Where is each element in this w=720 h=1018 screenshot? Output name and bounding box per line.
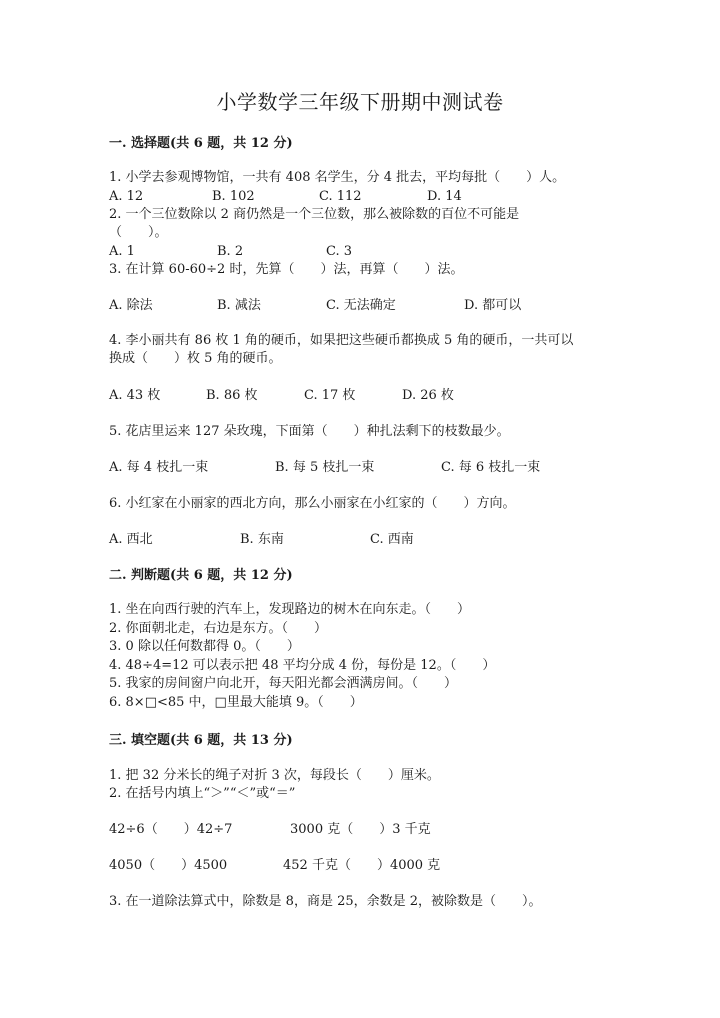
section-heading-fill: 三. 填空题(共 6 题，共 13 分) [109, 733, 293, 748]
judge-item: 1. 坐在向西行驶的汽车上，发现路边的树木在向东走。（ ） [109, 602, 471, 617]
compare-item: 3000 克（ ）3 千克 [290, 822, 431, 837]
question-stem: 4. 李小丽共有 86 枚 1 角的硬币，如果把这些硬币都换成 5 角的硬币，一共可以 [109, 333, 574, 348]
judge-item: 6. 8×□<85 中，□里最大能填 9。（ ） [109, 695, 363, 710]
compare-item: 4050（ ）4500 [109, 858, 228, 873]
page-title: 小学数学三年级下册期中测试卷 [216, 90, 504, 114]
option: B. 102 [212, 189, 255, 204]
question-stem: （ ）。 [109, 225, 168, 240]
option: B. 东南 [240, 532, 284, 547]
option: C. 无法确定 [326, 298, 396, 313]
option: C. 17 枚 [304, 388, 356, 403]
option: A. 43 枚 [109, 388, 161, 403]
question-stem: 2. 一个三位数除以 2 商仍然是一个三位数，那么被除数的百位不可能是 [109, 207, 520, 222]
option: A. 12 [109, 189, 144, 204]
option: A. 除法 [109, 298, 153, 313]
option: A. 西北 [109, 532, 153, 547]
option: B. 减法 [217, 298, 261, 313]
fill-question: 3. 在一道除法算式中，除数是 8，商是 25，余数是 2，被除数是（ ）。 [109, 894, 542, 909]
option: B. 2 [217, 244, 244, 259]
option: D. 14 [427, 189, 462, 204]
option: D. 26 枚 [402, 388, 454, 403]
judge-item: 3. 0 除以任何数都得 0。（ ） [109, 639, 300, 654]
fill-question: 1. 把 32 分米长的绳子对折 3 次，每段长（ ）厘米。 [109, 768, 440, 783]
question-stem: 1. 小学去参观博物馆，一共有 408 名学生，分 4 批去，平均每批（ ）人。 [109, 170, 566, 185]
question-stem: 6. 小红家在小丽家的西北方向，那么小丽家在小红家的（ ）方向。 [109, 496, 516, 511]
judge-item: 5. 我家的房间窗户向北开，每天阳光都会洒满房间。（ ） [109, 676, 458, 691]
section-heading-judge: 二. 判断题(共 6 题，共 12 分) [109, 568, 293, 583]
judge-item: 2. 你面朝北走，右边是东方。（ ） [109, 621, 328, 636]
option: D. 都可以 [464, 298, 522, 313]
option: A. 每 4 枝扎一束 [109, 460, 209, 475]
compare-item: 42÷6（ ）42÷7 [109, 822, 233, 837]
option: C. 112 [319, 189, 362, 204]
question-stem: 3. 在计算 60-60÷2 时，先算（ ）法，再算（ ）法。 [109, 262, 464, 277]
option: C. 3 [326, 244, 353, 259]
section-heading-choice: 一. 选择题(共 6 题，共 12 分) [109, 136, 293, 151]
option: A. 1 [109, 244, 135, 259]
option: B. 每 5 枝扎一束 [275, 460, 375, 475]
option: C. 每 6 枝扎一束 [441, 460, 541, 475]
judge-item: 4. 48÷4=12 可以表示把 48 平均分成 4 份，每份是 12。（ ） [109, 658, 496, 673]
question-stem: 5. 花店里运来 127 朵玫瑰，下面第（ ）种扎法剩下的枝数最少。 [109, 424, 510, 439]
option: B. 86 枚 [206, 388, 258, 403]
fill-question: 2. 在括号内填上“＞”“＜”或“＝” [109, 786, 296, 801]
option: C. 西南 [370, 532, 414, 547]
question-stem: 换成（ ）枚 5 角的硬币。 [109, 351, 282, 366]
compare-item: 452 千克（ ）4000 克 [283, 858, 441, 873]
